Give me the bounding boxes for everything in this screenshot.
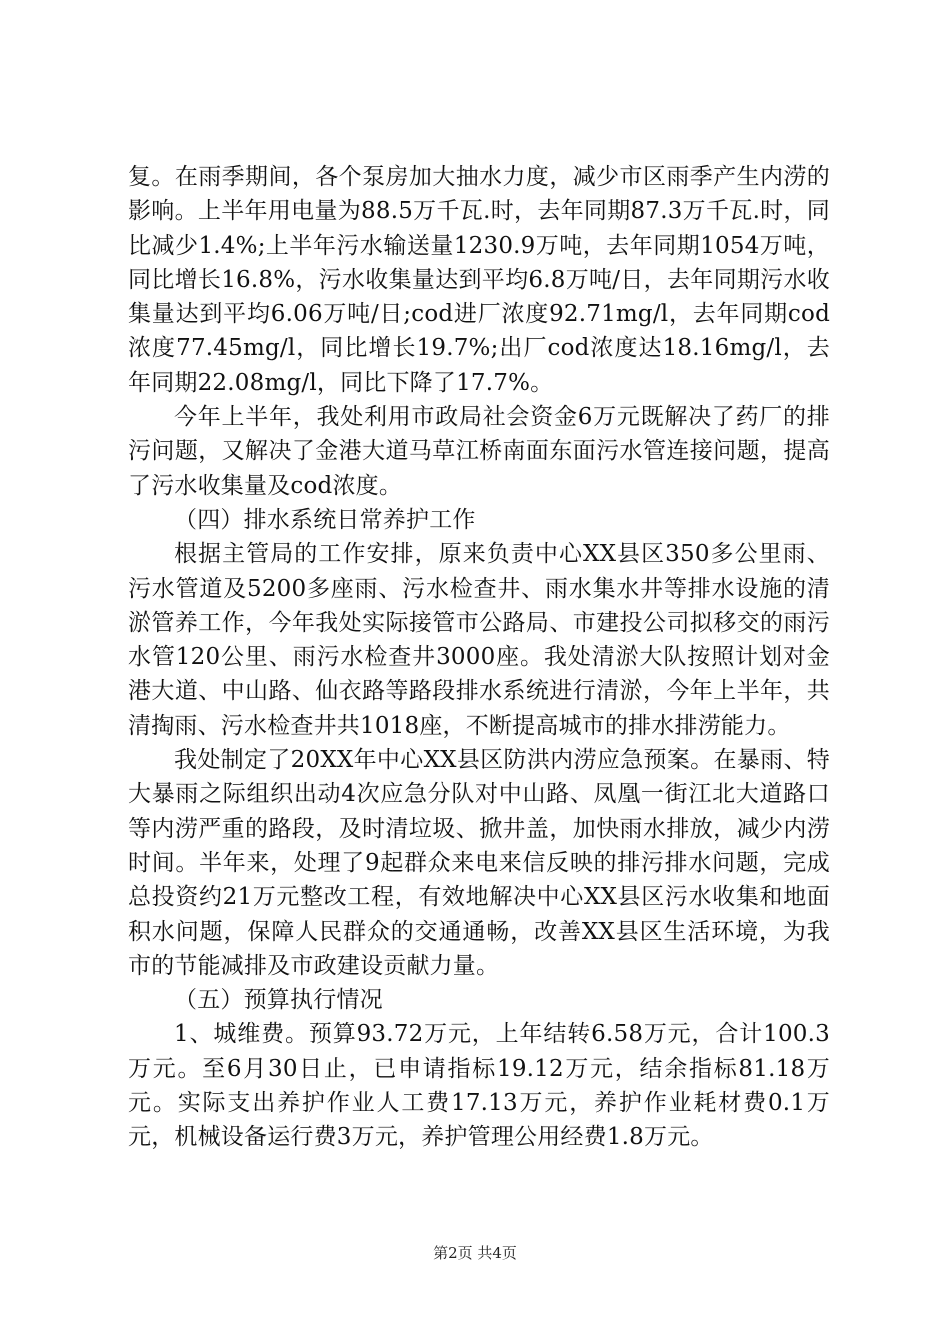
paragraph-budget: 1、城维费。预算93.72万元，上年结转6.58万元，合计100.3万元。至6月30日止，已申请指标19.12万元，结余指标81.18万元。实际支出养护作业人工费17.13万元，养护作业耗材费0.1万元，机械设备运行费3万元，养护管理公用经费1.8万元。: [128, 1021, 830, 1151]
section-heading-budget: （五）预算执行情况: [174, 987, 383, 1014]
paragraph-funding: 今年上半年，我处利用市政局社会资金6万元既解决了药厂的排污问题，又解决了金港大道马草江桥南面东面污水管连接问题，提高了污水收集量及cod浓度。: [128, 404, 830, 499]
paragraph-maintenance: 根据主管局的工作安排，原来负责中心XX县区350多公里雨、污水管道及5200多座雨、污水检查井、雨水集水井等排水设施的清淤管养工作，今年我处实际接管市公路局、市建投公司拟移交的雨污水管120公里、雨污水检查井3000座。我处清淤大队按照计划对金港大道、中山路、仙衣路等路段排水系统进行清淤，今年上半年，共清掏雨、污水检查井共1018座，不断提高城市的排水排涝能力。: [128, 541, 830, 739]
paragraph-continuation: 复。在雨季期间，各个泵房加大抽水力度，减少市区雨季产生内涝的影响。上半年用电量为88.5万千瓦.时，去年同期87.3万千瓦.时，同比减少1.4%;上半年污水输送量1230.9万吨，去年同期1054万吨，同比增长16.8%，污水收集量达到平均6.8万吨/日，去年同期污水收集量达到平均6.06万吨/日;cod进厂浓度92.71mg/l，去年同期cod浓度77.45mg/l，同比增长19.7%;出厂cod浓度达18.16mg/l，去年同期22.08mg/l，同比下降了17.7%。: [128, 164, 830, 396]
section-heading-maintenance: （四）排水系统日常养护工作: [174, 506, 476, 533]
page-footer: [0, 1242, 950, 1263]
page-number-label: 第2页 共4页: [433, 1244, 517, 1262]
paragraph-emergency-plan: 我处制定了20XX年中心XX县区防洪内涝应急预案。在暴雨、特大暴雨之际组织出动4次应急分队对中山路、凤凰一街江北大道路口等内涝严重的路段，及时清垃圾、掀井盖，加快雨水排放，减少内涝时间。半年来，处理了9起群众来电来信反映的排污排水问题，完成总投资约21万元整改工程，有效地解决中心XX县区污水收集和地面积水问题，保障人民群众的交通通畅，改善XX县区生活环境，为我市的节能减排及市政建设贡献力量。: [128, 747, 830, 979]
document-body: [128, 160, 830, 1155]
